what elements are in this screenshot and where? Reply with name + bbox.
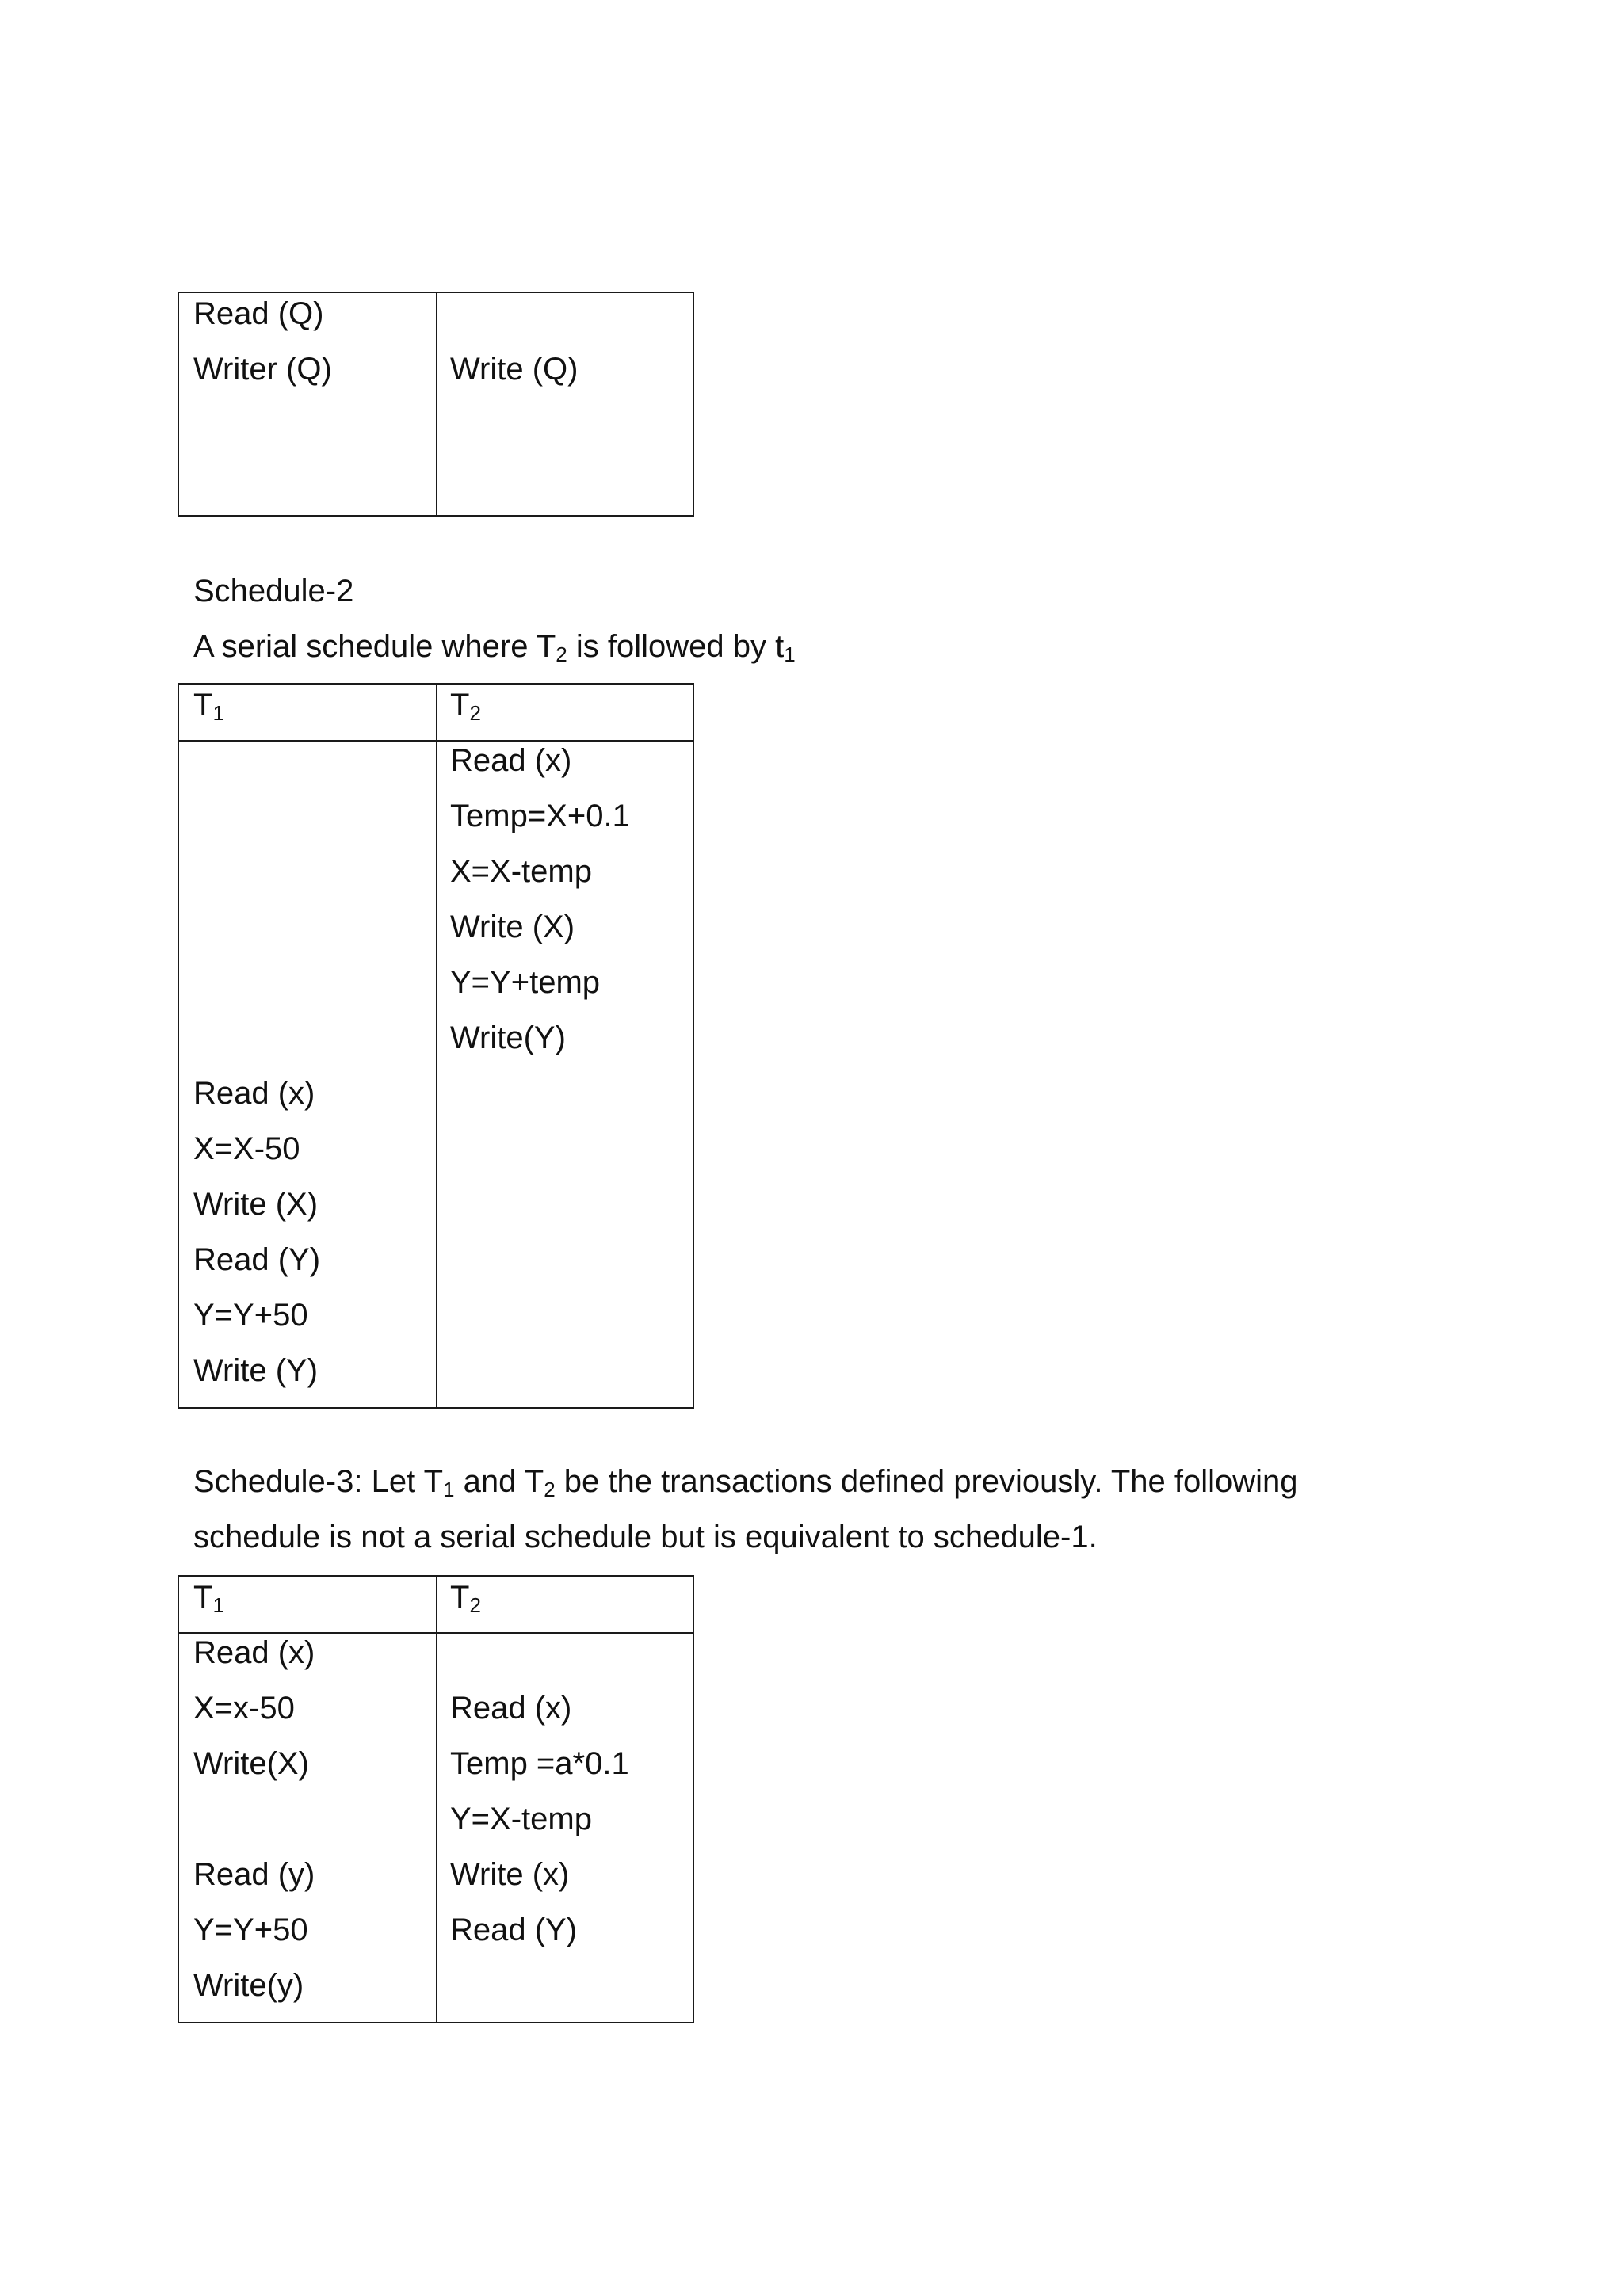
schedule2-heading: Schedule-2 (193, 574, 354, 608)
t1-op: Write(y) (193, 1968, 304, 2003)
header-t1: $T_1$ (193, 1580, 224, 1617)
t1-op: X=x-50 (193, 1691, 295, 1726)
header-t2: $T_2$ (450, 688, 481, 725)
schedule3-intro-line1: Schedule-3: Let $T_1$ and $T_2$ be the transactions defined previously. The following (193, 1464, 1298, 1501)
column-divider (436, 293, 437, 515)
schedule2-description: A serial schedule where $T_2$ is followed by $t_1$ (193, 629, 796, 666)
t1-op: Read (Q) (193, 296, 324, 331)
t1-op: Write(X) (193, 1746, 309, 1781)
header-t2: $T_2$ (450, 1580, 481, 1617)
t1-op: Read (x) (193, 1076, 315, 1111)
t2-op: Write (X) (450, 910, 575, 944)
t2-op: Write(Y) (450, 1020, 566, 1055)
schedule-table-continuation (178, 292, 694, 517)
t2-op: Y=X-temp (450, 1802, 592, 1836)
header-divider (179, 740, 693, 742)
t1-op: Y=Y+50 (193, 1913, 308, 1947)
column-divider (436, 1577, 437, 2022)
schedule3-intro-line2: schedule is not a serial schedule but is equivalent to schedule-1. (193, 1520, 1098, 1554)
t1-op: Read (Y) (193, 1242, 321, 1277)
t2-op: Write (x) (450, 1857, 570, 1892)
t2-op: Read (x) (450, 1691, 572, 1726)
t1-op: Y=Y+50 (193, 1298, 308, 1333)
t2-op: Temp=X+0.1 (450, 799, 630, 833)
schedule2-table (178, 683, 694, 1409)
t1-op: Read (y) (193, 1857, 315, 1892)
t2-op: Write (Q) (450, 352, 579, 387)
t1-op: Write (X) (193, 1187, 319, 1222)
t1-op: Write (Y) (193, 1353, 319, 1388)
t2-op: Y=Y+temp (450, 965, 601, 1000)
t1-op: Read (x) (193, 1635, 315, 1670)
schedule3-table (178, 1575, 694, 2023)
t1-op: Writer (Q) (193, 352, 332, 387)
t2-op: Read (x) (450, 743, 572, 778)
t2-op: Read (Y) (450, 1913, 578, 1947)
t2-op: X=X-temp (450, 854, 592, 889)
column-divider (436, 685, 437, 1407)
header-t1: $T_1$ (193, 688, 224, 725)
t1-op: X=X-50 (193, 1131, 300, 1166)
t2-op: Temp =a*0.1 (450, 1746, 629, 1781)
